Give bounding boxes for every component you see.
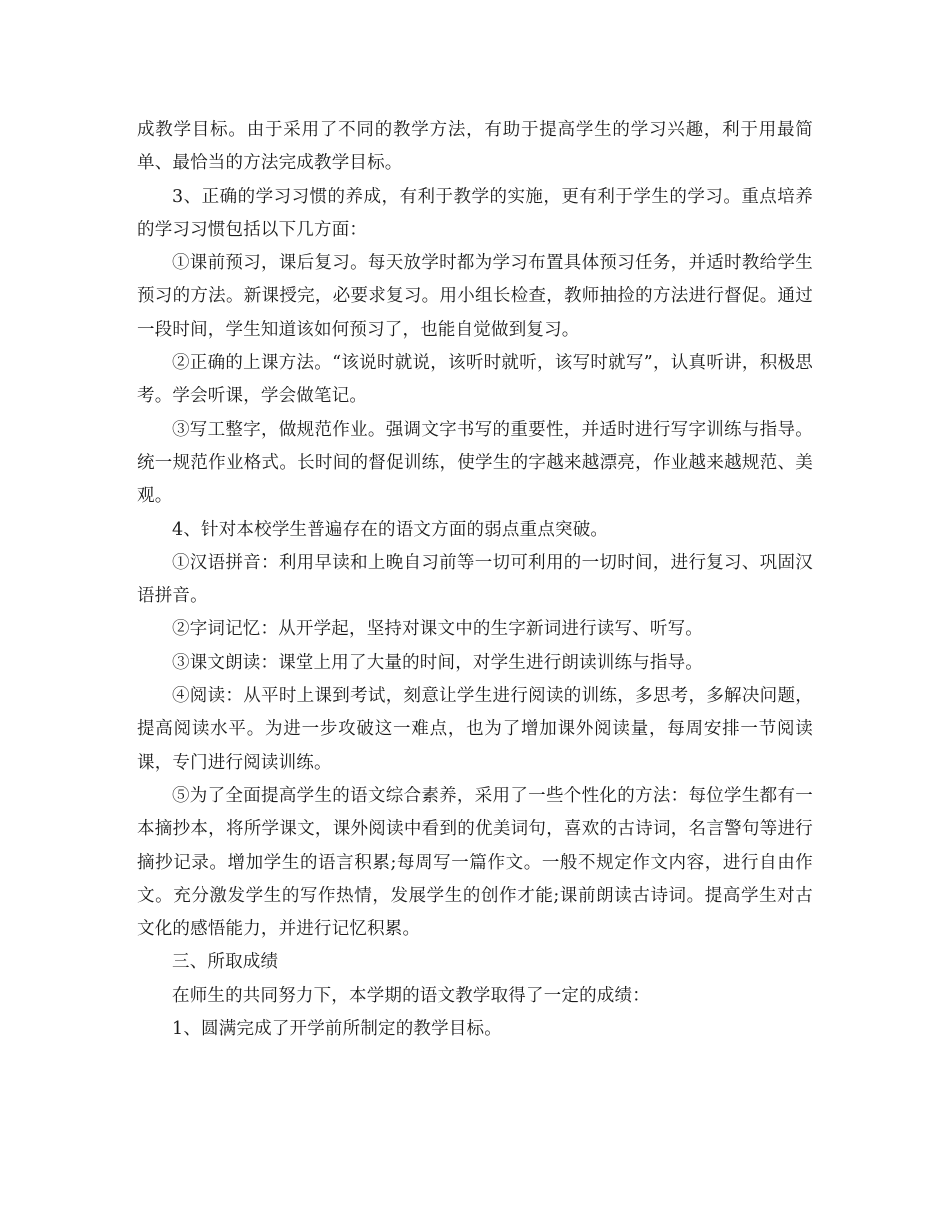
paragraph-13: 在师生的共同努力下，本学期的语文教学取得了一定的成绩： [172, 985, 650, 1006]
paragraph-4: ②正确的上课方法。“该说时就说，该听时就听，该写时就写”，认真听讲，积极思考。学会听课，学会做笔记。 [137, 353, 813, 407]
paragraph-11: ⑤为了全面提高学生的语文综合素养，采用了一些个性化的方法：每位学生都有一本摘抄本，将所学课文，课外阅读中看到的优美词句，喜欢的古诗词，名言警句等进行摘抄记录。增加学生的语言积累;每周写一篇作文。一般不规定作文内容，进行自由作文。充分激发学生的写作热情，发展学生的创作才能;课前朗读古诗词。提高学生对古文化的感悟能力，并进行记忆积累。 [137, 785, 813, 940]
paragraph-9: ③课文朗读：课堂上用了大量的时间，对学生进行朗读训练与指导。 [172, 652, 703, 673]
paragraph-6: 4、针对本校学生普遍存在的语文方面的弱点重点突破。 [172, 519, 609, 540]
paragraph-8: ②字词记忆：从开学起，坚持对课文中的生字新词进行读写、听写。 [172, 619, 703, 640]
paragraph-10: ④阅读：从平时上课到考试，刻意让学生进行阅读的训练，多思考，多解决问题，提高阅读水平。为进一步攻破这一难点，也为了增加课外阅读量，每周安排一节阅读课，专门进行阅读训练。 [137, 686, 813, 773]
paragraph-5: ③写工整字，做规范作业。强调文字书写的重要性，并适时进行写字训练与指导。统一规范作业格式。长时间的督促训练，使学生的字越来越漂亮，作业越来越规范、美观。 [137, 419, 813, 507]
paragraph-3: ①课前预习，课后复习。每天放学时都为学习布置具体预习任务，并适时教给学生预习的方法。新课授完，必要求复习。用小组长检查，教师抽捡的方法进行督促。通过一段时间，学生知道该如何预习了，也能自觉做到复习。 [137, 253, 813, 340]
section-heading: 三、所取成绩 [172, 952, 279, 973]
paragraph-2: 3、正确的学习习惯的养成，有利于教学的实施，更有利于学生的学习。重点培养的学习习惯包括以下几方面： [137, 186, 813, 240]
document-body [137, 114, 813, 1046]
paragraph-14: 1、圆满完成了开学前所制定的教学目标。 [172, 1019, 502, 1040]
paragraph-1: 成教学目标。由于采用了不同的教学方法，有助于提高学生的学习兴趣，利于用最简单、最恰当的方法完成教学目标。 [137, 120, 813, 174]
paragraph-7: ①汉语拼音：利用早读和上晚自习前等一切可利用的一切时间，进行复习、巩固汉语拼音。 [137, 552, 813, 607]
